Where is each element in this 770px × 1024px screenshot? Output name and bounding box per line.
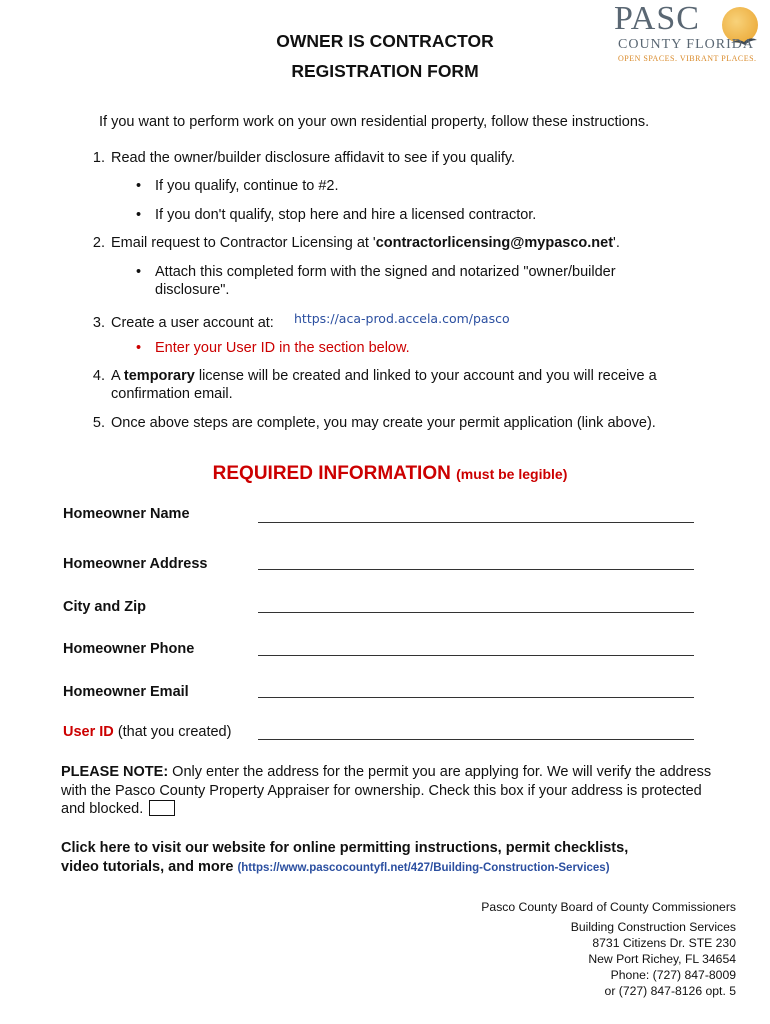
form-title-line2: REGISTRATION FORM bbox=[291, 61, 479, 81]
building-services-link[interactable]: (https://www.pascocountyfl.net/427/Building-Construction-Services) bbox=[237, 862, 610, 874]
homeowner-email-field[interactable] bbox=[258, 697, 694, 698]
step-1-text: Read the owner/builder disclosure affidavit to see if you qualify. bbox=[111, 150, 516, 166]
step-4-number: 4. bbox=[92, 368, 105, 384]
user-id-label: User ID (that you created) bbox=[63, 724, 232, 740]
homeowner-name-label: Homeowner Name bbox=[63, 506, 190, 522]
logo-county: COUNTY FLORIDA bbox=[618, 37, 754, 52]
step-4-line2: confirmation email. bbox=[111, 386, 233, 402]
step-2-bullet-line1: • Attach this completed form with the signed and notarized "owner/builder bbox=[155, 263, 616, 281]
step-2-text: Email request to Contractor Licensing at 'contractorlicensing@mypasco.net'. bbox=[111, 235, 620, 251]
homeowner-address-field[interactable] bbox=[258, 569, 694, 570]
step-1-number: 1. bbox=[92, 150, 105, 166]
step-5-text: Once above steps are complete, you may create your permit application (link above). bbox=[111, 415, 656, 431]
step-5-number: 5. bbox=[92, 415, 105, 431]
step-4-text: A temporary license will be created and linked to your account and you will receive a bbox=[111, 368, 657, 384]
user-id-field[interactable] bbox=[258, 739, 694, 740]
step-3-text: Create a user account at: bbox=[111, 315, 274, 331]
please-note: PLEASE NOTE: Only enter the address for the permit you are applying for. We will verify the address with the Pasco County Property Appraiser for ownership. Check this box if your address is protected and blocked. bbox=[61, 764, 712, 817]
address-block: Building Construction Services 8731 Citizens Dr. STE 230 New Port Richey, FL 34654 Phone: (727) 847-8009 or (727) 847-8126 opt. 5 bbox=[570, 920, 736, 998]
step-1-bullet-1: • If you qualify, continue to #2. bbox=[155, 177, 339, 195]
step-1-bullet-2: • If you don't qualify, stop here and hire a licensed contractor. bbox=[155, 206, 536, 224]
intro-text: If you want to perform work on your own residential property, follow these instructions. bbox=[99, 114, 650, 130]
city-zip-field[interactable] bbox=[258, 612, 694, 613]
step-3-number: 3. bbox=[92, 315, 105, 331]
homeowner-phone-field[interactable] bbox=[258, 655, 694, 656]
form-title-line1: OWNER IS CONTRACTOR bbox=[276, 31, 494, 51]
website-cta[interactable]: Click here to visit our website for online permitting instructions, permit checklists, video tutorials, and more (https://www.pascocountyfl.net/427/Building-Construction-Services) bbox=[61, 840, 629, 875]
contractor-licensing-email[interactable]: contractorlicensing@mypasco.net bbox=[375, 235, 614, 251]
logo-wordmark: PASC bbox=[614, 0, 700, 37]
required-info-heading: REQUIRED INFORMATION (must be legible) bbox=[212, 463, 568, 484]
city-zip-label: City and Zip bbox=[63, 599, 146, 615]
homeowner-phone-label: Homeowner Phone bbox=[63, 641, 195, 657]
homeowner-email-label: Homeowner Email bbox=[63, 684, 189, 700]
homeowner-name-field[interactable] bbox=[258, 522, 694, 523]
step-2-bullet-line2: disclosure". bbox=[155, 282, 230, 298]
protected-address-checkbox[interactable] bbox=[149, 800, 175, 816]
board-name: Pasco County Board of County Commissioners bbox=[481, 900, 736, 914]
accela-link[interactable]: https://aca-prod.accela.com/pasco bbox=[294, 311, 510, 326]
homeowner-address-label: Homeowner Address bbox=[63, 556, 208, 572]
step-2-number: 2. bbox=[92, 235, 105, 251]
logo-tagline: OPEN SPACES. VIBRANT PLACES. bbox=[618, 54, 757, 63]
step-3-bullet: • Enter your User ID in the section below. bbox=[155, 339, 410, 357]
